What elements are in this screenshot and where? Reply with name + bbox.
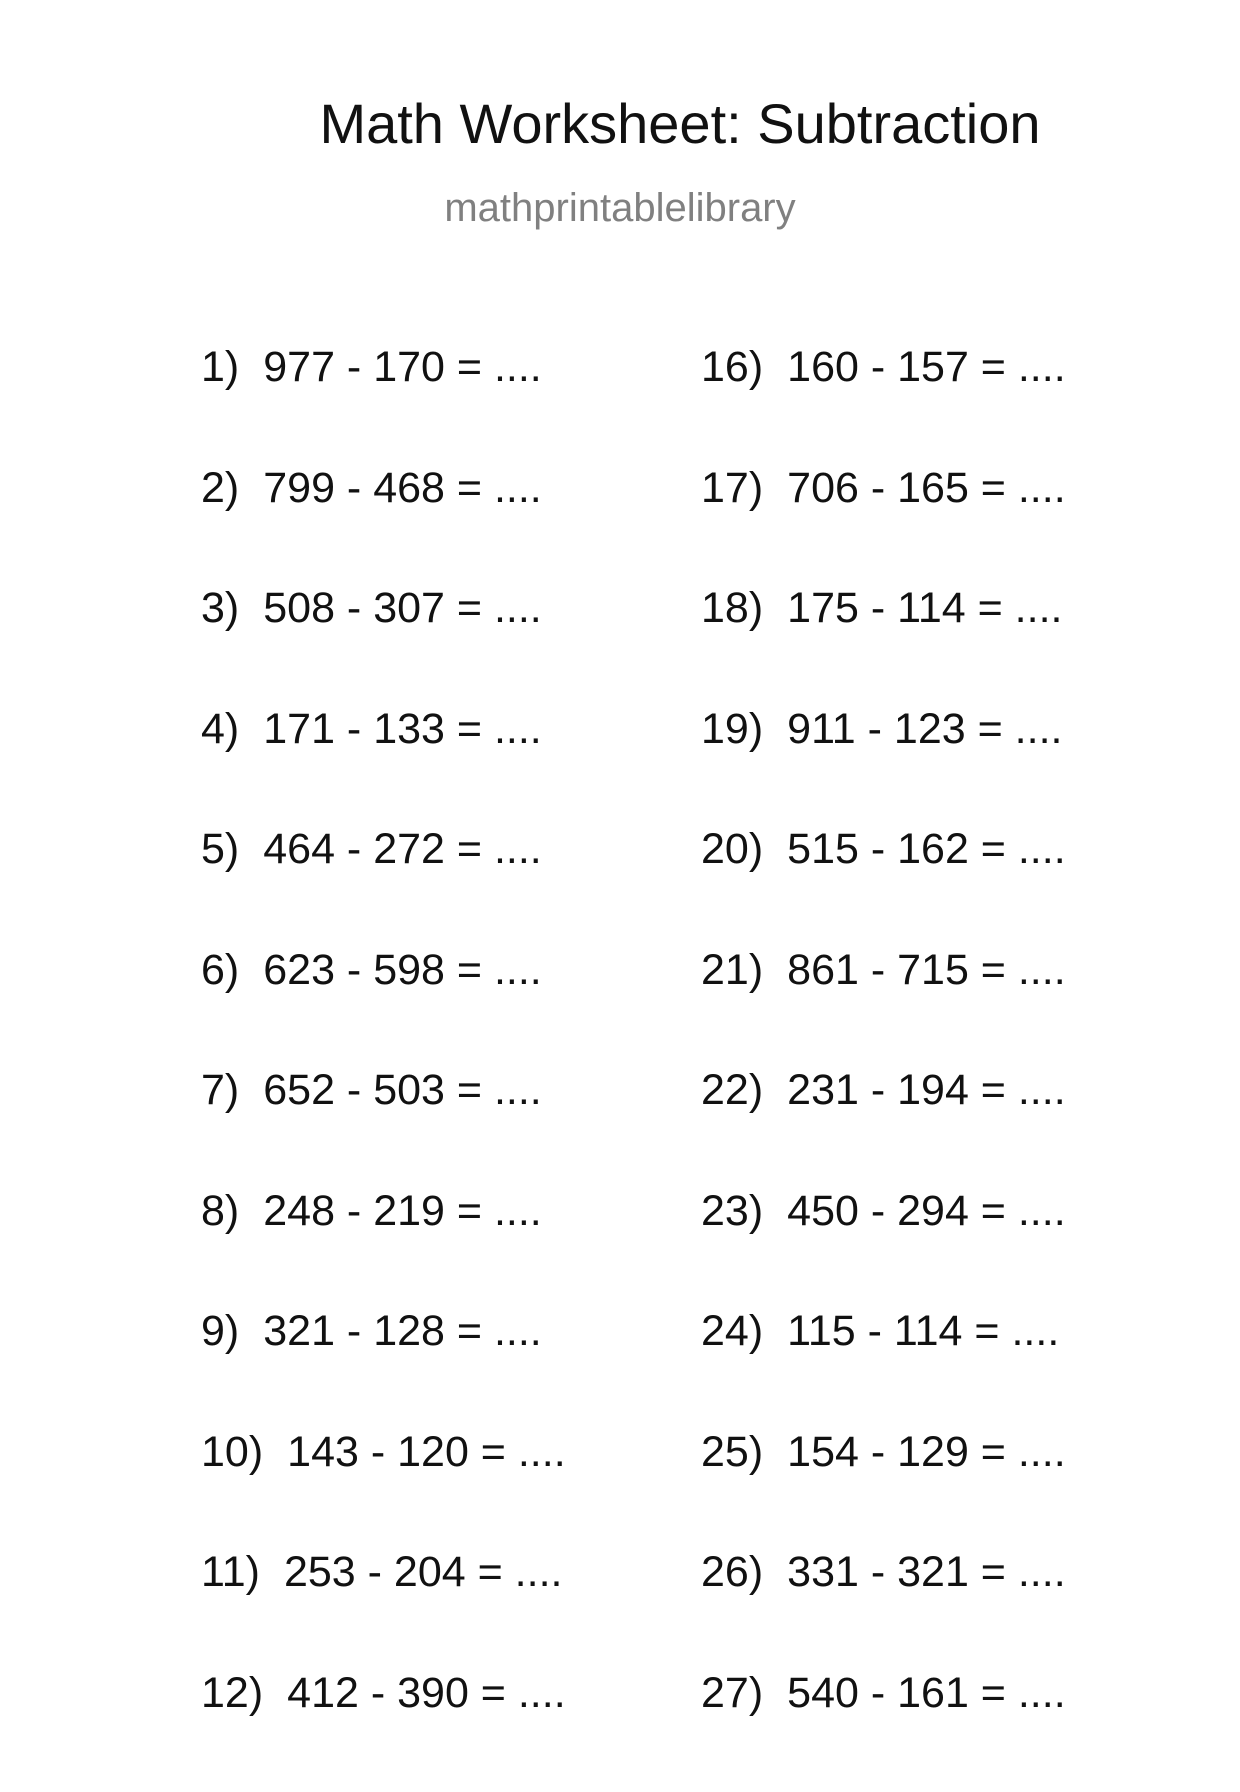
- problem-item: [701, 346, 1066, 467]
- problem-number: 22): [701, 1069, 763, 1112]
- problem-item: [201, 828, 566, 949]
- problem-number: 26): [701, 1551, 763, 1594]
- problem-expression: 175 - 114 = ....: [787, 584, 1062, 632]
- problem-expression: 143 - 120 = ....: [287, 1428, 566, 1476]
- problem-number: 2): [201, 467, 239, 510]
- problem-expression: 464 - 272 = ....: [263, 825, 542, 873]
- problem-expression: 706 - 165 = ....: [787, 464, 1066, 512]
- problem-number: 17): [701, 467, 763, 510]
- problem-number: 16): [701, 346, 763, 389]
- problem-expression: 450 - 294 = ....: [787, 1187, 1066, 1235]
- problem-expression: 248 - 219 = ....: [263, 1187, 542, 1235]
- problem-number: 21): [701, 949, 763, 992]
- problem-number: 27): [701, 1672, 763, 1715]
- problem-number: 8): [201, 1190, 239, 1233]
- source-label: mathprintablelibrary: [0, 188, 1240, 228]
- problem-number: 7): [201, 1069, 239, 1112]
- problem-expression: 515 - 162 = ....: [787, 825, 1066, 873]
- problem-number: 6): [201, 949, 239, 992]
- problem-number: 12): [201, 1672, 263, 1715]
- problem-expression: 171 - 133 = ....: [263, 705, 542, 753]
- problem-number: 11): [201, 1551, 260, 1594]
- problem-item: [701, 1310, 1066, 1431]
- problem-number: 4): [201, 708, 239, 751]
- problem-expression: 115 - 114 = ....: [787, 1307, 1059, 1355]
- problem-number: 19): [701, 708, 763, 751]
- problem-item: [201, 1310, 566, 1431]
- problem-item: [701, 1672, 1066, 1792]
- problem-expression: 911 - 123 = ....: [787, 705, 1062, 753]
- problem-number: 23): [701, 1190, 763, 1233]
- problem-expression: 160 - 157 = ....: [787, 343, 1066, 391]
- problem-expression: 321 - 128 = ....: [263, 1307, 542, 1355]
- problem-item: [701, 708, 1066, 829]
- problem-number: 3): [201, 587, 239, 630]
- problem-item: [201, 346, 566, 467]
- problem-expression: 231 - 194 = ....: [787, 1066, 1066, 1114]
- problem-item: [701, 828, 1066, 949]
- page-title: Math Worksheet: Subtraction: [0, 96, 1240, 152]
- problem-expression: 508 - 307 = ....: [263, 584, 542, 632]
- problem-item: [201, 1431, 566, 1552]
- problem-expression: 540 - 161 = ....: [787, 1669, 1066, 1717]
- problem-expression: 799 - 468 = ....: [263, 464, 542, 512]
- problem-item: [201, 708, 566, 829]
- problem-number: 18): [701, 587, 763, 630]
- problem-expression: 977 - 170 = ....: [263, 343, 542, 391]
- problem-number: 1): [201, 346, 239, 389]
- problem-item: [701, 1431, 1066, 1552]
- problem-expression: 623 - 598 = ....: [263, 946, 542, 994]
- problem-expression: 652 - 503 = ....: [263, 1066, 542, 1114]
- problem-number: 25): [701, 1431, 763, 1474]
- problem-expression: 253 - 204 = ....: [284, 1548, 563, 1596]
- problem-item: [701, 1551, 1066, 1672]
- problem-expression: 861 - 715 = ....: [787, 946, 1066, 994]
- problem-item: [701, 1190, 1066, 1311]
- problem-item: [201, 587, 566, 708]
- problem-expression: 331 - 321 = ....: [787, 1548, 1066, 1596]
- problem-item: [701, 949, 1066, 1070]
- problem-item: [201, 1190, 566, 1311]
- problem-item: [701, 467, 1066, 588]
- problem-list-right: [701, 346, 1066, 1792]
- problem-number: 9): [201, 1310, 239, 1353]
- problem-item: [701, 587, 1066, 708]
- problem-item: [201, 949, 566, 1070]
- problem-item: [201, 1672, 566, 1792]
- problem-number: 10): [201, 1431, 263, 1474]
- problem-expression: 412 - 390 = ....: [287, 1669, 566, 1717]
- problem-number: 20): [701, 828, 763, 871]
- problem-number: 24): [701, 1310, 763, 1353]
- problem-item: [201, 1069, 566, 1190]
- problem-list-left: [201, 346, 566, 1792]
- problem-item: [701, 1069, 1066, 1190]
- problem-item: [201, 467, 566, 588]
- problem-item: [201, 1551, 566, 1672]
- problem-expression: 154 - 129 = ....: [787, 1428, 1066, 1476]
- problem-number: 5): [201, 828, 239, 871]
